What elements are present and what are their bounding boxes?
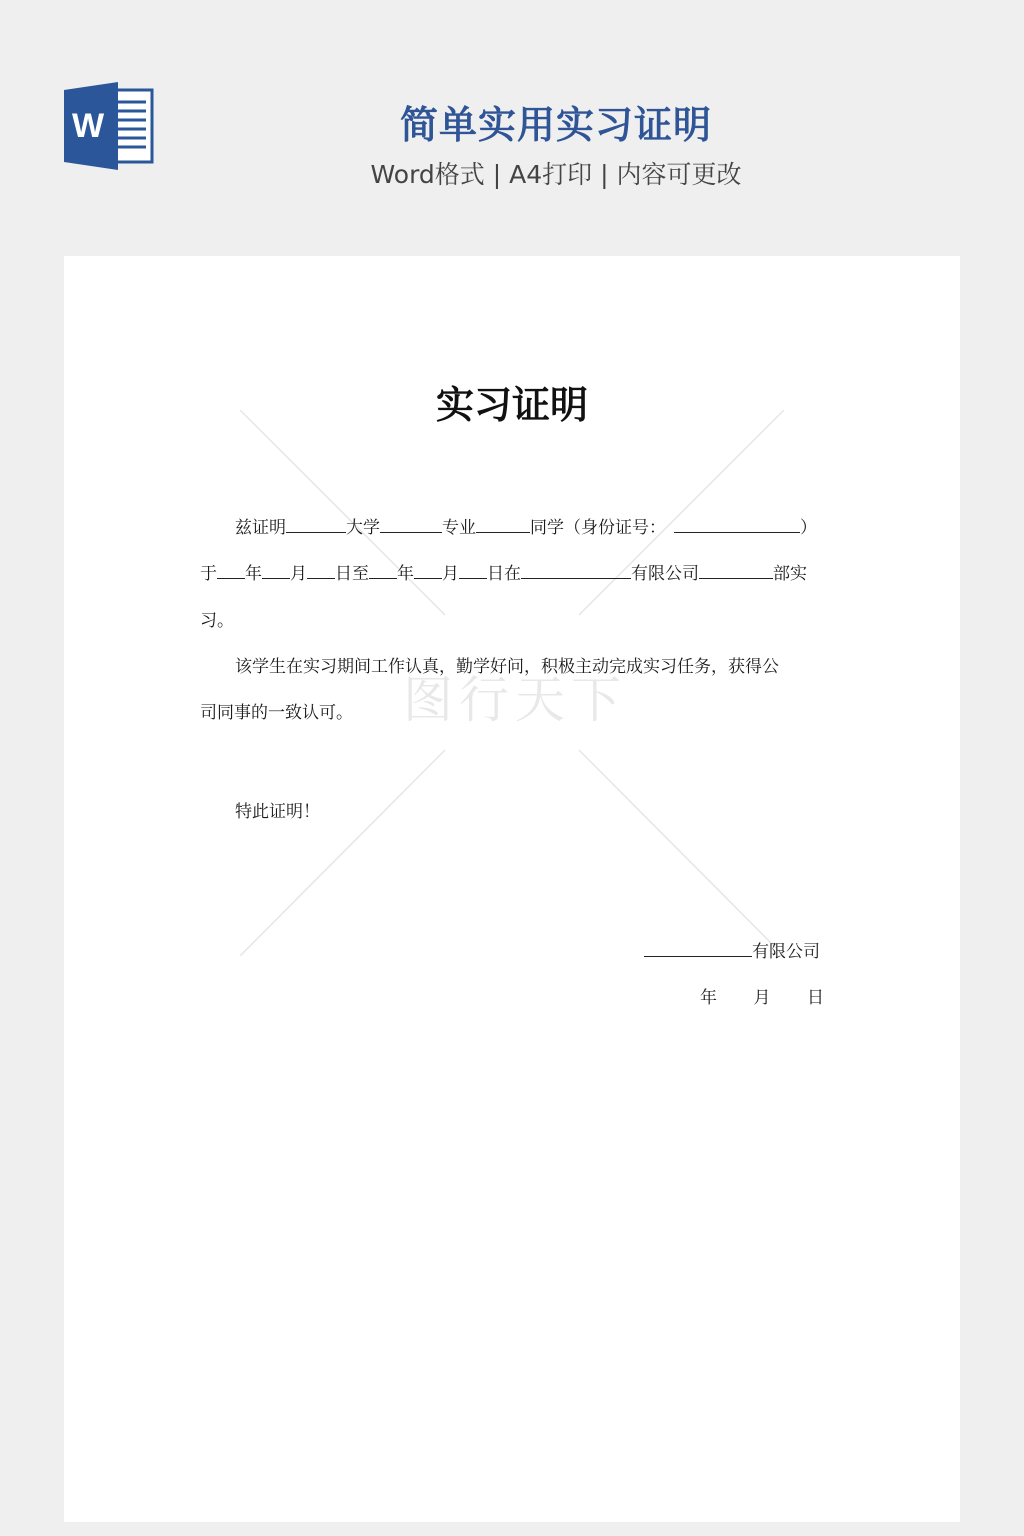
signature-date <box>700 986 824 1010</box>
signature-company: 有限公司 <box>644 940 820 964</box>
blank-university <box>380 516 442 533</box>
word-logo-icon <box>64 82 156 170</box>
watermark-text: 图行天下 <box>403 671 627 729</box>
paragraph-line-4: 该学生在实习期间工作认真，勤学好问，积极主动完成实习任务，获得公 <box>235 657 779 677</box>
document-title: 实习证明 <box>435 383 588 427</box>
blank-company <box>521 562 631 579</box>
blank-major <box>476 516 530 533</box>
banner-title: 简单实用实习证明 <box>399 103 712 147</box>
date-month: 月 <box>753 988 771 1008</box>
paragraph-line-2: 于 年 月 日至 年 月 日在 有限公司 部实 <box>200 564 807 584</box>
blank-department <box>699 562 773 579</box>
banner-subtitle: Word格式 | A4打印 | 内容可更改 <box>370 160 742 189</box>
blank-end-year <box>369 562 397 579</box>
paragraph-line-5: 司同事的一致认可。 <box>200 703 353 723</box>
date-year: 年 <box>700 988 717 1008</box>
paragraph-line-3: 习。 <box>200 611 234 631</box>
blank-start-year <box>217 562 245 579</box>
blank-signature-company <box>644 940 752 957</box>
blank-start-month <box>262 562 290 579</box>
word-logo-letter: W <box>71 107 105 145</box>
closing-line: 特此证明！ <box>235 802 320 822</box>
blank-end-day <box>459 562 487 579</box>
blank-start-day <box>307 562 335 579</box>
blank-name <box>286 516 346 533</box>
blank-end-month <box>414 562 442 579</box>
blank-id-number <box>674 516 800 533</box>
paragraph-line-1: 兹证明 大学 专业 同学（身份证号： ） <box>235 518 817 538</box>
date-day: 日 <box>807 988 824 1008</box>
